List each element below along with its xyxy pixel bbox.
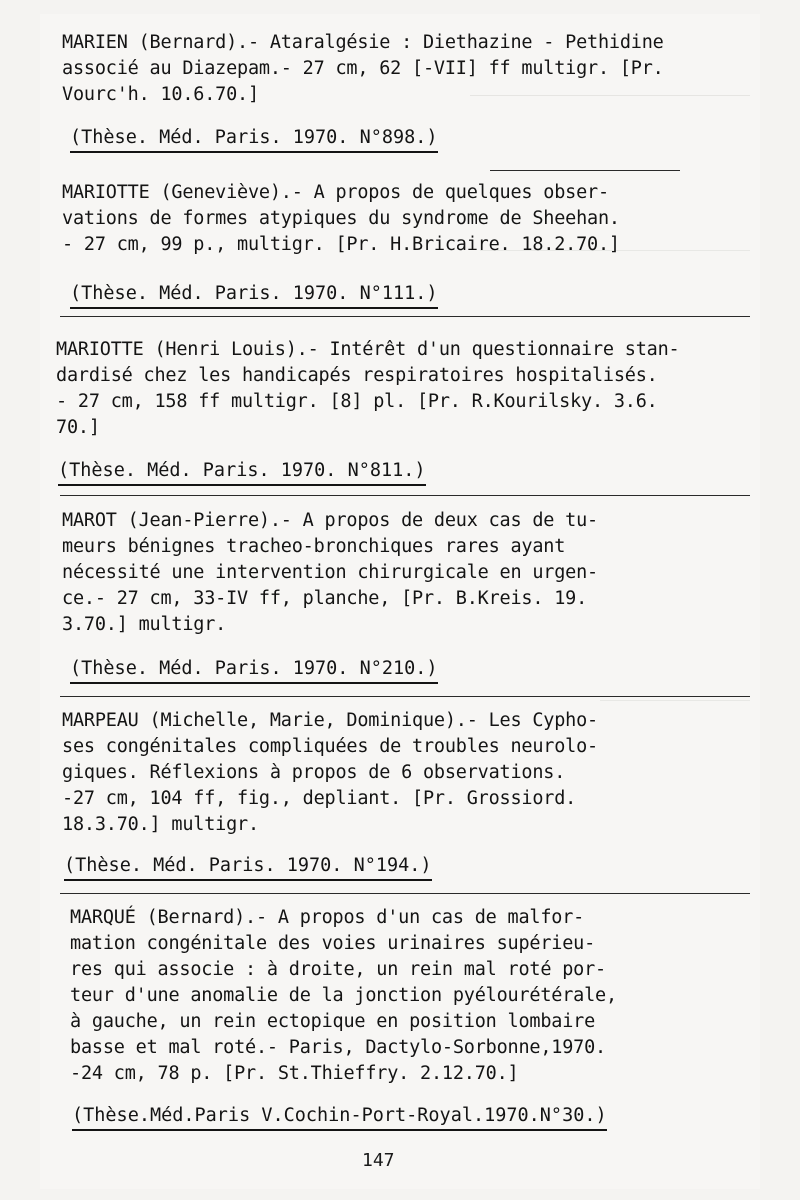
entry-line: mation congénitale des voies urinaires supérieu- bbox=[70, 933, 596, 954]
bibliography-entry bbox=[62, 180, 752, 258]
entry-line: MARIEN (Bernard).- Ataralgésie : Diethazine - Pethidine bbox=[62, 32, 664, 53]
entry-line: MARQUÉ (Bernard).- A propos d'un cas de malfor- bbox=[70, 907, 585, 928]
entry-line: vations de formes atypiques du syndrome de Sheehan. bbox=[62, 208, 620, 229]
entry-line: MARIOTTE (Geneviève).- A propos de quelques obser- bbox=[62, 182, 609, 203]
entry-line: res qui associe : à droite, un rein mal roté por- bbox=[70, 959, 606, 980]
entry-line: - 27 cm, 99 p., multigr. [Pr. H.Bricaire. 18.2.70.] bbox=[62, 234, 620, 255]
bibliography-entry bbox=[70, 905, 760, 1087]
bibliography-entry bbox=[62, 30, 752, 108]
bibliography-entry bbox=[62, 708, 752, 838]
entry-line: associé au Diazepam.- 27 cm, 62 [-VII] ff multigr. [Pr. bbox=[62, 58, 664, 79]
entry-line: 3.70.] multigr. bbox=[62, 614, 227, 635]
entry-separator bbox=[60, 893, 750, 894]
entry-line: meurs bénignes tracheo-bronchiques rares ayant bbox=[62, 536, 566, 557]
thesis-citation: (Thèse. Méd. Paris. 1970. N°898.) bbox=[70, 126, 438, 153]
entry-line: ce.- 27 cm, 33-IV ff, planche, [Pr. B.Kreis. 19. bbox=[62, 588, 588, 609]
thesis-citation: (Thèse.Méd.Paris V.Cochin-Port-Royal.1970.N°30.) bbox=[72, 1104, 607, 1131]
bibliography-entry bbox=[56, 337, 746, 441]
entry-separator bbox=[60, 696, 750, 697]
entry-line: MARIOTTE (Henri Louis).- Intérêt d'un questionnaire stan- bbox=[56, 339, 680, 360]
entry-line: dardisé chez les handicapés respiratoires hospitalisés. bbox=[56, 365, 658, 386]
thesis-citation: (Thèse. Méd. Paris. 1970. N°210.) bbox=[70, 657, 438, 684]
bibliography-entry bbox=[62, 508, 752, 638]
entry-line: MARPEAU (Michelle, Marie, Dominique).- Les Cypho- bbox=[62, 710, 598, 731]
entry-line: giques. Réflexions à propos de 6 observations. bbox=[62, 762, 566, 783]
thesis-citation: (Thèse. Méd. Paris. 1970. N°811.) bbox=[58, 459, 426, 486]
thesis-citation: (Thèse. Méd. Paris. 1970. N°111.) bbox=[70, 282, 438, 309]
entry-line: 18.3.70.] multigr. bbox=[62, 814, 259, 835]
entry-line: 70.] bbox=[56, 417, 100, 438]
page-number: 147 bbox=[362, 1150, 395, 1171]
entry-separator bbox=[60, 495, 750, 496]
entry-separator bbox=[490, 170, 680, 171]
entry-line: à gauche, un rein ectopique en position lombaire bbox=[70, 1011, 596, 1032]
entry-line: - 27 cm, 158 ff multigr. [8] pl. [Pr. R.Kourilsky. 3.6. bbox=[56, 391, 658, 412]
entry-separator bbox=[60, 316, 750, 317]
entry-line: Vourc'h. 10.6.70.] bbox=[62, 84, 259, 105]
show-through-texture bbox=[480, 250, 750, 311]
thesis-citation: (Thèse. Méd. Paris. 1970. N°194.) bbox=[64, 854, 432, 881]
entry-line: basse et mal roté.- Paris, Dactylo-Sorbonne,1970. bbox=[70, 1037, 606, 1058]
entry-line: -27 cm, 104 ff, fig., depliant. [Pr. Grossiord. bbox=[62, 788, 577, 809]
entry-line: ses congénitales compliquées de troubles neurolo- bbox=[62, 736, 598, 757]
entry-line: MAROT (Jean-Pierre).- A propos de deux cas de tu- bbox=[62, 510, 598, 531]
entry-line: -24 cm, 78 p. [Pr. St.Thieffry. 2.12.70.] bbox=[70, 1063, 519, 1084]
entry-line: nécessité une intervention chirurgicale en urgen- bbox=[62, 562, 598, 583]
entry-line: teur d'une anomalie de la jonction pyélourétérale, bbox=[70, 985, 617, 1006]
